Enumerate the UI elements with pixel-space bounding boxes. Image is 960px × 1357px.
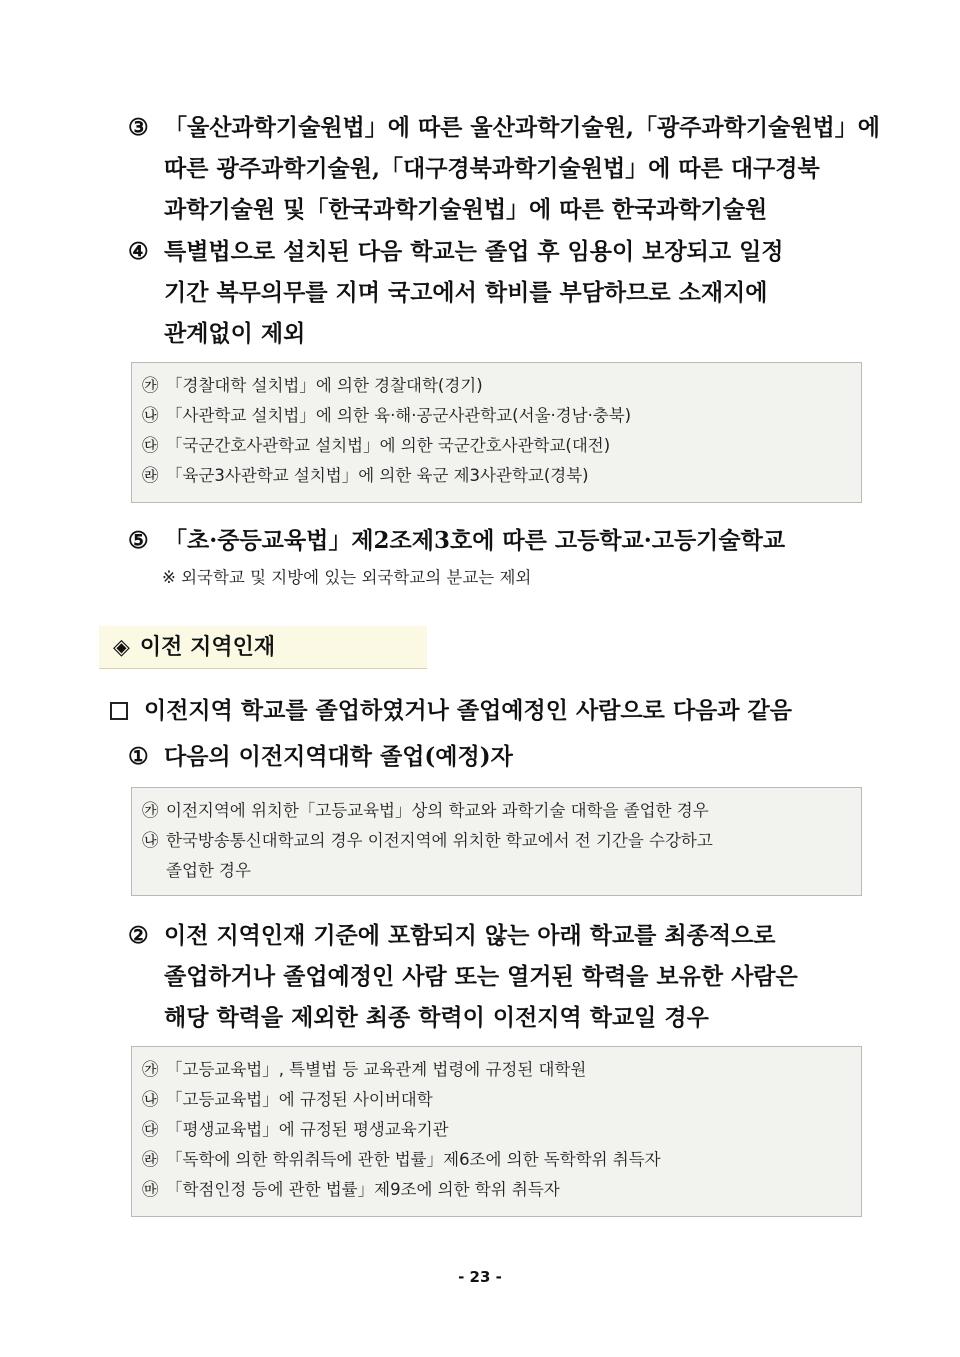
item-5-line-1: 「초·중등교육법」제2조제3호에 따른 고등학교·고등기술학교	[164, 527, 786, 554]
box-3-row-3-text: 「평생교육법」에 규정된 평생교육기관	[166, 1120, 449, 1139]
box-1-row-3-text: 「국군간호사관학교 설치법」에 의한 국군간호사관학교(대전)	[166, 436, 611, 455]
box-1-row-3-mark: ㉰	[142, 436, 159, 455]
box-1-row	[142, 371, 851, 401]
box-1-row	[142, 461, 851, 491]
relocation-university-box	[131, 787, 862, 896]
criteria-statement	[110, 690, 873, 731]
box-3-row	[142, 1115, 851, 1145]
box-2-row-2-text: 한국방송통신대학교의 경우 이전지역에 위치한 학교에서 전 기간을 수강하고	[166, 831, 713, 850]
item-3-line-3: 과학기술원 및「한국과학기술원법」에 따른 한국과학기술원	[164, 196, 768, 223]
box-1-row-2-mark: ㉯	[142, 406, 159, 425]
item-3-line-1: 「울산과학기술원법」에 따른 울산과학기술원,「광주과학기술원법」에	[164, 114, 880, 141]
item-5	[128, 520, 873, 561]
item-3	[128, 107, 880, 230]
excluded-schools-box	[131, 1046, 862, 1217]
section-title: 이전 지역인재	[139, 635, 276, 660]
box-3-row-2-text: 「고등교육법」에 규정된 사이버대학	[166, 1090, 433, 1109]
item-5-number: ⑤	[128, 527, 149, 554]
box-2-row	[142, 826, 851, 856]
box-2-row-1-text: 이전지역에 위치한「고등교육법」상의 학교와 과학기술 대학을 졸업한 경우	[166, 801, 709, 820]
section-heading	[99, 626, 427, 669]
box-1-row-1-mark: ㉮	[142, 376, 159, 395]
box-2-row-2-continuation: 졸업한 경우	[166, 861, 251, 880]
item-b2	[128, 915, 873, 1038]
box-2-row-2-mark: ㉯	[142, 831, 159, 850]
item-3-number: ③	[128, 114, 149, 141]
box-2-row	[142, 796, 851, 826]
box-1-row-4-mark: ㉱	[142, 466, 159, 485]
box-3-row	[142, 1055, 851, 1085]
item-b2-line-3: 해당 학력을 제외한 최종 학력이 이전지역 학교일 경우	[164, 1004, 709, 1031]
item-4	[128, 231, 873, 354]
box-3-row-1-mark: ㉮	[142, 1060, 159, 1079]
box-3-row	[142, 1145, 851, 1175]
box-3-row-2-mark: ㉯	[142, 1090, 159, 1109]
diamond-icon: ◈	[113, 635, 130, 660]
item-4-line-3: 관계없이 제외	[164, 320, 306, 347]
item-b2-line-1: 이전 지역인재 기준에 포함되지 않는 아래 학교를 최종적으로	[164, 922, 776, 949]
box-1-row	[142, 401, 851, 431]
box-3-row-1-text: 「고등교육법」, 특별법 등 교육관계 법령에 규정된 대학원	[166, 1060, 587, 1079]
box-3-row-5-mark: ㉲	[142, 1180, 159, 1199]
military-schools-box	[131, 362, 862, 503]
box-1-row-2-text: 「사관학교 설치법」에 의한 육·해·공군사관학교(서울·경남·충북)	[166, 406, 632, 425]
box-3-row-3-mark: ㉰	[142, 1120, 159, 1139]
box-3-row	[142, 1085, 851, 1115]
box-3-row-4-mark: ㉱	[142, 1150, 159, 1169]
foreign-school-note: ※ 외국학교 및 지방에 있는 외국학교의 분교는 제외	[162, 568, 532, 587]
item-b2-number: ②	[128, 922, 149, 949]
box-3-row	[142, 1175, 851, 1205]
item-3-line-2: 따른 광주과학기술원,「대구경북과학기술원법」에 따른 대구경북	[164, 155, 820, 182]
item-b1-line-1: 다음의 이전지역대학 졸업(예정)자	[164, 743, 513, 770]
item-b1-number: ①	[128, 743, 149, 770]
box-1-row-4-text: 「육군3사관학교 설치법」에 의한 육군 제3사관학교(경북)	[166, 466, 589, 485]
box-3-row-4-text: 「독학에 의한 학위취득에 관한 법률」제6조에 의한 독학학위 취득자	[166, 1150, 661, 1169]
box-1-row	[142, 431, 851, 461]
item-4-line-1: 특별법으로 설치된 다음 학교는 졸업 후 임용이 보장되고 일정	[164, 238, 784, 265]
box-3-row-5-text: 「학점인정 등에 관한 법률」제9조에 의한 학위 취득자	[166, 1180, 560, 1199]
item-4-line-2: 기간 복무의무를 지며 국고에서 학비를 부담하므로 소재지에	[164, 279, 768, 306]
item-b1	[128, 736, 873, 777]
box-1-row-1-text: 「경찰대학 설치법」에 의한 경찰대학(경기)	[166, 376, 483, 395]
criteria-text: 이전지역 학교를 졸업하였거나 졸업예정인 사람으로 다음과 같음	[144, 697, 792, 724]
page-number: - 23 -	[458, 1268, 502, 1286]
item-b2-line-2: 졸업하거나 졸업예정인 사람 또는 열거된 학력을 보유한 사람은	[164, 963, 798, 990]
item-4-number: ④	[128, 238, 149, 265]
box-2-row-1-mark: ㉮	[142, 801, 159, 820]
checkbox-icon	[110, 702, 128, 720]
